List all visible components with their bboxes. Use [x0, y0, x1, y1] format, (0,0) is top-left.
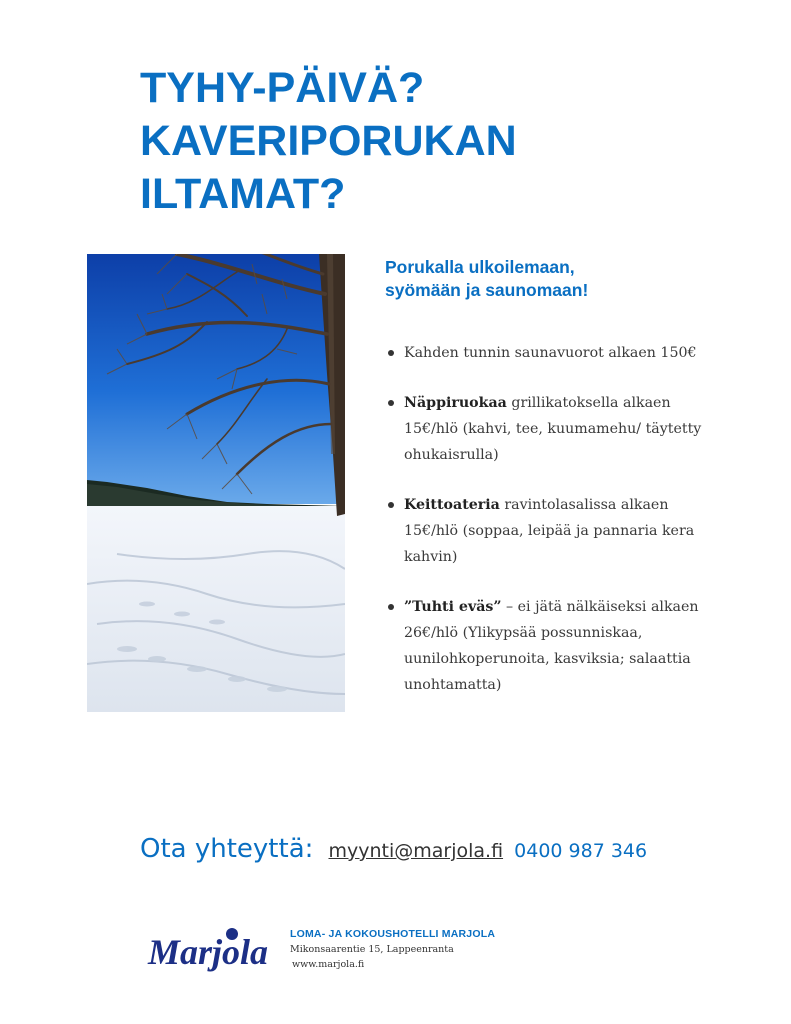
hotel-website[interactable]: www.marjola.fi: [292, 959, 365, 970]
marjola-logo: [146, 922, 286, 982]
page-title: [140, 62, 700, 221]
phone-number: 0400 987 346: [514, 840, 648, 862]
offer-item-finger-food: [386, 390, 706, 468]
email-link[interactable]: myynti@marjola.fi: [328, 840, 504, 862]
offer-item-bold: Keittoateria: [404, 497, 500, 513]
offer-item-sauna: [386, 340, 706, 366]
hotel-info: [290, 928, 495, 970]
subtitle-line-2: syömään ja saunomaan!: [385, 280, 589, 300]
offer-item-text: Kahden tunnin saunavuorot alkaen 150€: [404, 345, 697, 361]
hotel-address: Mikonsaarentie 15, Lappeenranta: [290, 944, 454, 955]
offer-item-text: ravintolasalissa alkaen 15€/hlö (soppaa, leipää ja pannaria kera kahvin): [404, 497, 695, 565]
offer-item-text: grillikatoksella alkaen 15€/hlö (kahvi, tee, kuumamehu/ täytetty ohukaisrulla): [404, 395, 702, 463]
offer-item-soup-meal: [386, 492, 706, 570]
offer-list: [386, 340, 706, 722]
contact-line: [140, 834, 647, 864]
hotel-name: LOMA- JA KOKOUSHOTELLI MARJOLA: [290, 928, 496, 940]
logo-wordmark: Marjola: [148, 932, 269, 972]
winter-lake-photo: [87, 254, 345, 712]
contact-label: Ota yhteyttä:: [140, 834, 314, 864]
offer-item-hearty-meal: [386, 594, 706, 698]
offer-item-bold: Näppiruokaa: [404, 395, 507, 411]
title-line-2: KAVERIPORUKAN: [140, 117, 517, 165]
subtitle-line-1: Porukalla ulkoilemaan,: [385, 257, 575, 277]
title-line-1: TYHY-PÄIVÄ?: [140, 64, 425, 112]
offer-item-text: – ei jätä nälkäiseksi alkaen 26€/hlö (Ylikypsää possunniskaa, uunilohkoperunoita, kasviksia; salaattia unohtamatta): [404, 599, 699, 693]
offer-item-bold: ”Tuhti eväs”: [404, 599, 502, 615]
title-line-3: ILTAMAT?: [140, 170, 346, 218]
subtitle: [385, 256, 715, 302]
